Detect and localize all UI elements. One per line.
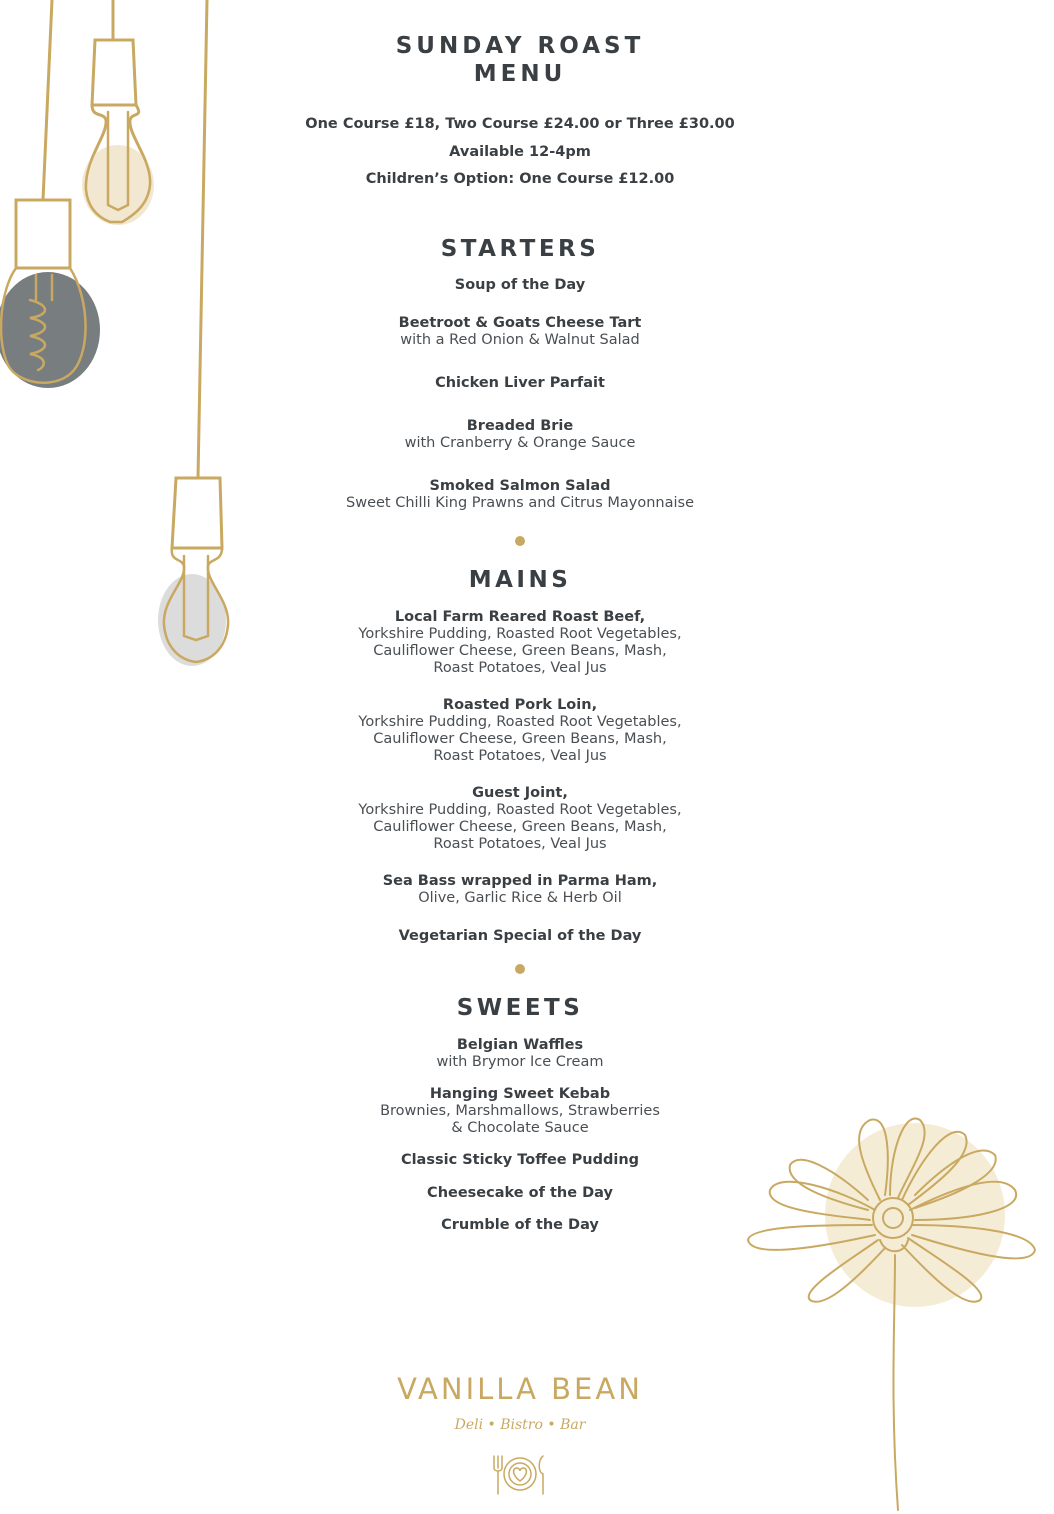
- menu-title-line2: MENU: [473, 61, 567, 87]
- item-name: Soup of the Day: [454, 277, 586, 293]
- item-name: Crumble of the Day: [441, 1217, 599, 1233]
- section-divider-dot: [515, 536, 525, 546]
- light-bulb-icon: [172, 478, 222, 548]
- menu-item: [220, 277, 820, 294]
- item-name: Belgian Waffles: [456, 1037, 584, 1053]
- menu-item: [220, 785, 820, 853]
- item-name: Local Farm Reared Roast Beef,: [394, 609, 646, 625]
- item-name: Cheesecake of the Day: [427, 1185, 613, 1201]
- menu-title: [220, 32, 820, 88]
- item-name: Chicken Liver Parfait: [435, 375, 605, 391]
- plate-cutlery-heart-icon: [488, 1450, 552, 1498]
- menu-item: [220, 478, 820, 512]
- pricing-text: One Course £18, Two Course £24.00 or Three £30.00: [305, 116, 735, 132]
- menu-title-line1: SUNDAY ROAST: [395, 33, 645, 59]
- item-description: with Cranberry & Orange Sauce: [404, 435, 636, 451]
- menu-item: [220, 928, 820, 945]
- starters-heading: STARTERS: [440, 236, 600, 262]
- item-description: Cauliflower Cheese, Green Beans, Mash,: [373, 643, 667, 659]
- item-description: Cauliflower Cheese, Green Beans, Mash,: [373, 819, 667, 835]
- brand-logo-text: VANILLA BEAN: [397, 1372, 643, 1406]
- hanging-bulbs-illustration: [0, 0, 300, 700]
- menu-item: [220, 375, 820, 392]
- item-description: Roast Potatoes, Veal Jus: [433, 748, 607, 764]
- item-description: Yorkshire Pudding, Roasted Root Vegetables,: [358, 626, 682, 642]
- item-description: Cauliflower Cheese, Green Beans, Mash,: [373, 731, 667, 747]
- item-name: Beetroot & Goats Cheese Tart: [398, 315, 642, 331]
- item-description: Roast Potatoes, Veal Jus: [433, 836, 607, 852]
- menu-item: [220, 1152, 820, 1169]
- menu-item: [220, 609, 820, 677]
- menu-item: [220, 1217, 820, 1234]
- item-description: Sweet Chilli King Prawns and Citrus Mayonnaise: [346, 495, 694, 511]
- item-name: Vegetarian Special of the Day: [398, 928, 642, 944]
- menu-item: [220, 697, 820, 765]
- menu-item: [220, 873, 820, 907]
- item-description: Yorkshire Pudding, Roasted Root Vegetables,: [358, 802, 682, 818]
- light-bulb-icon: [92, 40, 136, 105]
- item-description: with Brymor Ice Cream: [436, 1054, 604, 1070]
- children-option-text: Children’s Option: One Course £12.00: [365, 171, 675, 187]
- mains-heading: MAINS: [468, 567, 572, 593]
- item-description: & Chocolate Sauce: [451, 1120, 589, 1136]
- item-name: Classic Sticky Toffee Pudding: [400, 1152, 640, 1168]
- menu-item: [220, 315, 820, 349]
- item-description: Brownies, Marshmallows, Strawberries: [380, 1103, 660, 1119]
- availability-text: Available 12-4pm: [449, 144, 591, 160]
- sweets-heading: SWEETS: [456, 995, 584, 1021]
- menu-item: [220, 418, 820, 452]
- menu-item: [220, 1185, 820, 1202]
- item-name: Sea Bass wrapped in Parma Ham,: [382, 873, 658, 889]
- brand-tagline: Deli • Bistro • Bar: [454, 1417, 586, 1433]
- item-name: Breaded Brie: [466, 418, 574, 434]
- item-name: Roasted Pork Loin,: [442, 697, 598, 713]
- menu-item: [220, 1086, 820, 1137]
- item-name: Smoked Salmon Salad: [429, 478, 611, 494]
- light-bulb-icon: [16, 200, 70, 268]
- item-description: with a Red Onion & Walnut Salad: [400, 332, 640, 348]
- section-divider-dot: [515, 964, 525, 974]
- item-description: Yorkshire Pudding, Roasted Root Vegetables,: [358, 714, 682, 730]
- item-name: Hanging Sweet Kebab: [429, 1086, 611, 1102]
- item-description: Roast Potatoes, Veal Jus: [433, 660, 607, 676]
- menu-item: [220, 1037, 820, 1071]
- item-description: Olive, Garlic Rice & Herb Oil: [418, 890, 622, 906]
- item-name: Guest Joint,: [472, 785, 568, 801]
